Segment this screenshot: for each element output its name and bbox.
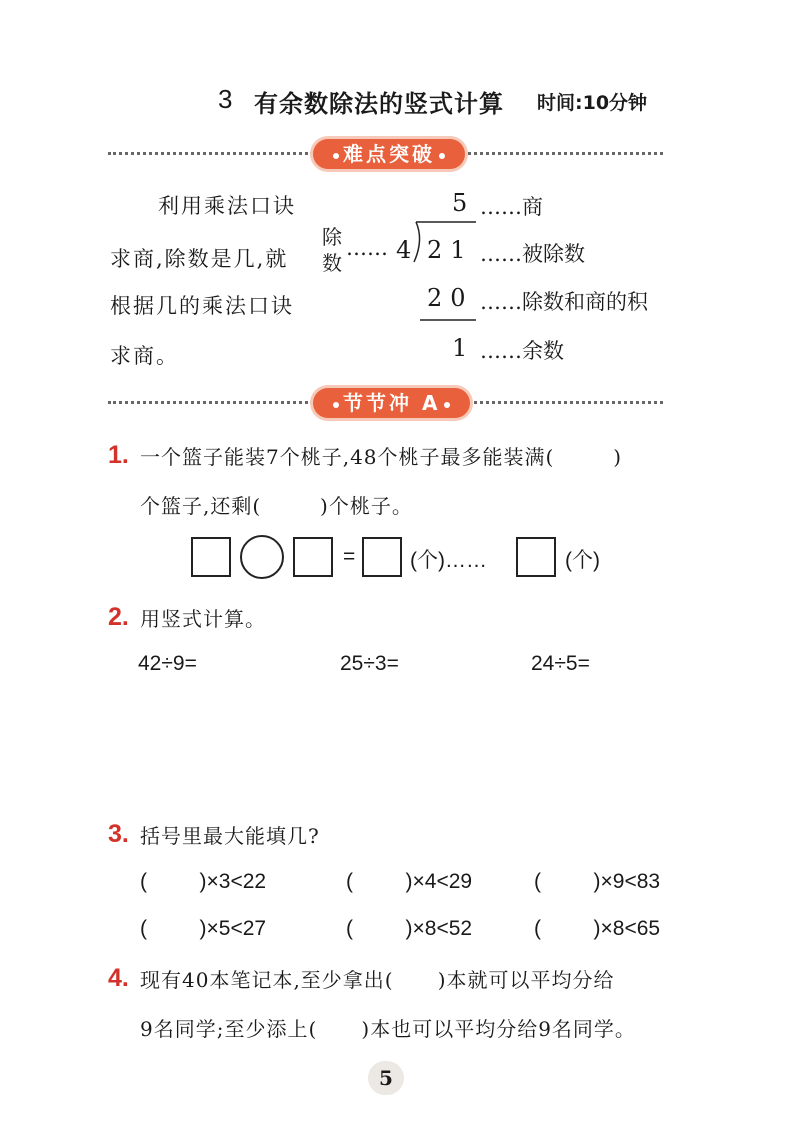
label-quotient: ……商 — [480, 195, 543, 219]
banner-dot-icon — [444, 402, 450, 408]
dotted-divider-right — [463, 401, 663, 404]
page-header — [0, 84, 800, 124]
answer-box-dividend[interactable] — [191, 537, 231, 577]
explain-line-4: 求商。 — [110, 344, 179, 368]
banner-dot-icon — [333, 402, 339, 408]
lesson-title: 有余数除法的竖式计算 — [254, 90, 504, 118]
calc-item-1: 42÷9= — [138, 652, 197, 675]
label-remainder: ……余数 — [480, 339, 564, 363]
explain-line-1: 利用乘法口诀 — [158, 194, 296, 218]
time-limit: 时间:10分钟 — [537, 92, 648, 114]
unit-label-1: (个)…… — [410, 549, 487, 572]
q1-line-1: 一个篮子能装7个桃子,48个桃子最多能装满( ) — [140, 445, 622, 469]
q1-line-2: 个篮子,还剩( )个桃子。 — [140, 494, 413, 518]
label-dividend: ……被除数 — [480, 242, 585, 266]
q4-line-2: 9名同学;至少添上( )本也可以平均分给9名同学。 — [140, 1017, 636, 1041]
dotted-divider-left — [108, 401, 313, 404]
explain-line-2: 求商,除数是几,就 — [110, 247, 289, 271]
dotted-divider-right — [463, 152, 663, 155]
question-number-1: 1. — [108, 441, 129, 469]
dividend-value: 21 — [427, 236, 474, 264]
q2-text: 用竖式计算。 — [140, 607, 266, 631]
calc-item-2: 25÷3= — [340, 652, 399, 675]
divisor-label: 除数 — [322, 225, 342, 275]
inequality-2: ( )×4<29 — [346, 870, 473, 893]
inequality-4: ( )×5<27 — [140, 917, 267, 940]
divisor-value: 4 — [396, 236, 420, 264]
section-banner-difficulty — [313, 139, 465, 169]
equals-sign: = — [343, 545, 356, 568]
inequality-1: ( )×3<22 — [140, 870, 267, 893]
question-number-3: 3. — [108, 820, 129, 848]
product-value: 20 — [427, 284, 474, 312]
answer-box-divisor[interactable] — [293, 537, 333, 577]
answer-box-remainder[interactable] — [516, 537, 556, 577]
section-banner-label: 节节冲 A — [343, 391, 441, 415]
q3-text: 括号里最大能填几? — [140, 824, 320, 848]
remainder-value: 1 — [452, 334, 476, 362]
unit-label-2: (个) — [565, 549, 600, 572]
answer-box-quotient[interactable] — [362, 537, 402, 577]
inequality-6: ( )×8<65 — [534, 917, 661, 940]
dotted-divider-left — [108, 152, 313, 155]
subtraction-line — [420, 318, 480, 324]
lesson-number: 3 — [218, 84, 233, 114]
answer-circle-operator[interactable] — [240, 535, 284, 579]
inequality-3: ( )×9<83 — [534, 870, 661, 893]
banner-dot-icon — [439, 153, 445, 159]
question-number-2: 2. — [108, 603, 129, 631]
question-number-4: 4. — [108, 964, 129, 992]
section-banner-label: 难点突破 — [343, 142, 435, 166]
banner-dot-icon — [333, 153, 339, 159]
label-product: ……除数和商的积 — [480, 290, 648, 314]
quotient-value: 5 — [452, 189, 476, 217]
q4-line-1: 现有40本笔记本,至少拿出( )本就可以平均分给 — [140, 968, 615, 992]
calc-item-3: 24÷5= — [531, 652, 590, 675]
section-banner-practice — [313, 388, 470, 418]
divisor-dots: …… — [346, 236, 388, 260]
page-number: 5 — [368, 1061, 404, 1095]
inequality-5: ( )×8<52 — [346, 917, 473, 940]
explain-line-3: 根据几的乘法口诀 — [110, 294, 294, 318]
